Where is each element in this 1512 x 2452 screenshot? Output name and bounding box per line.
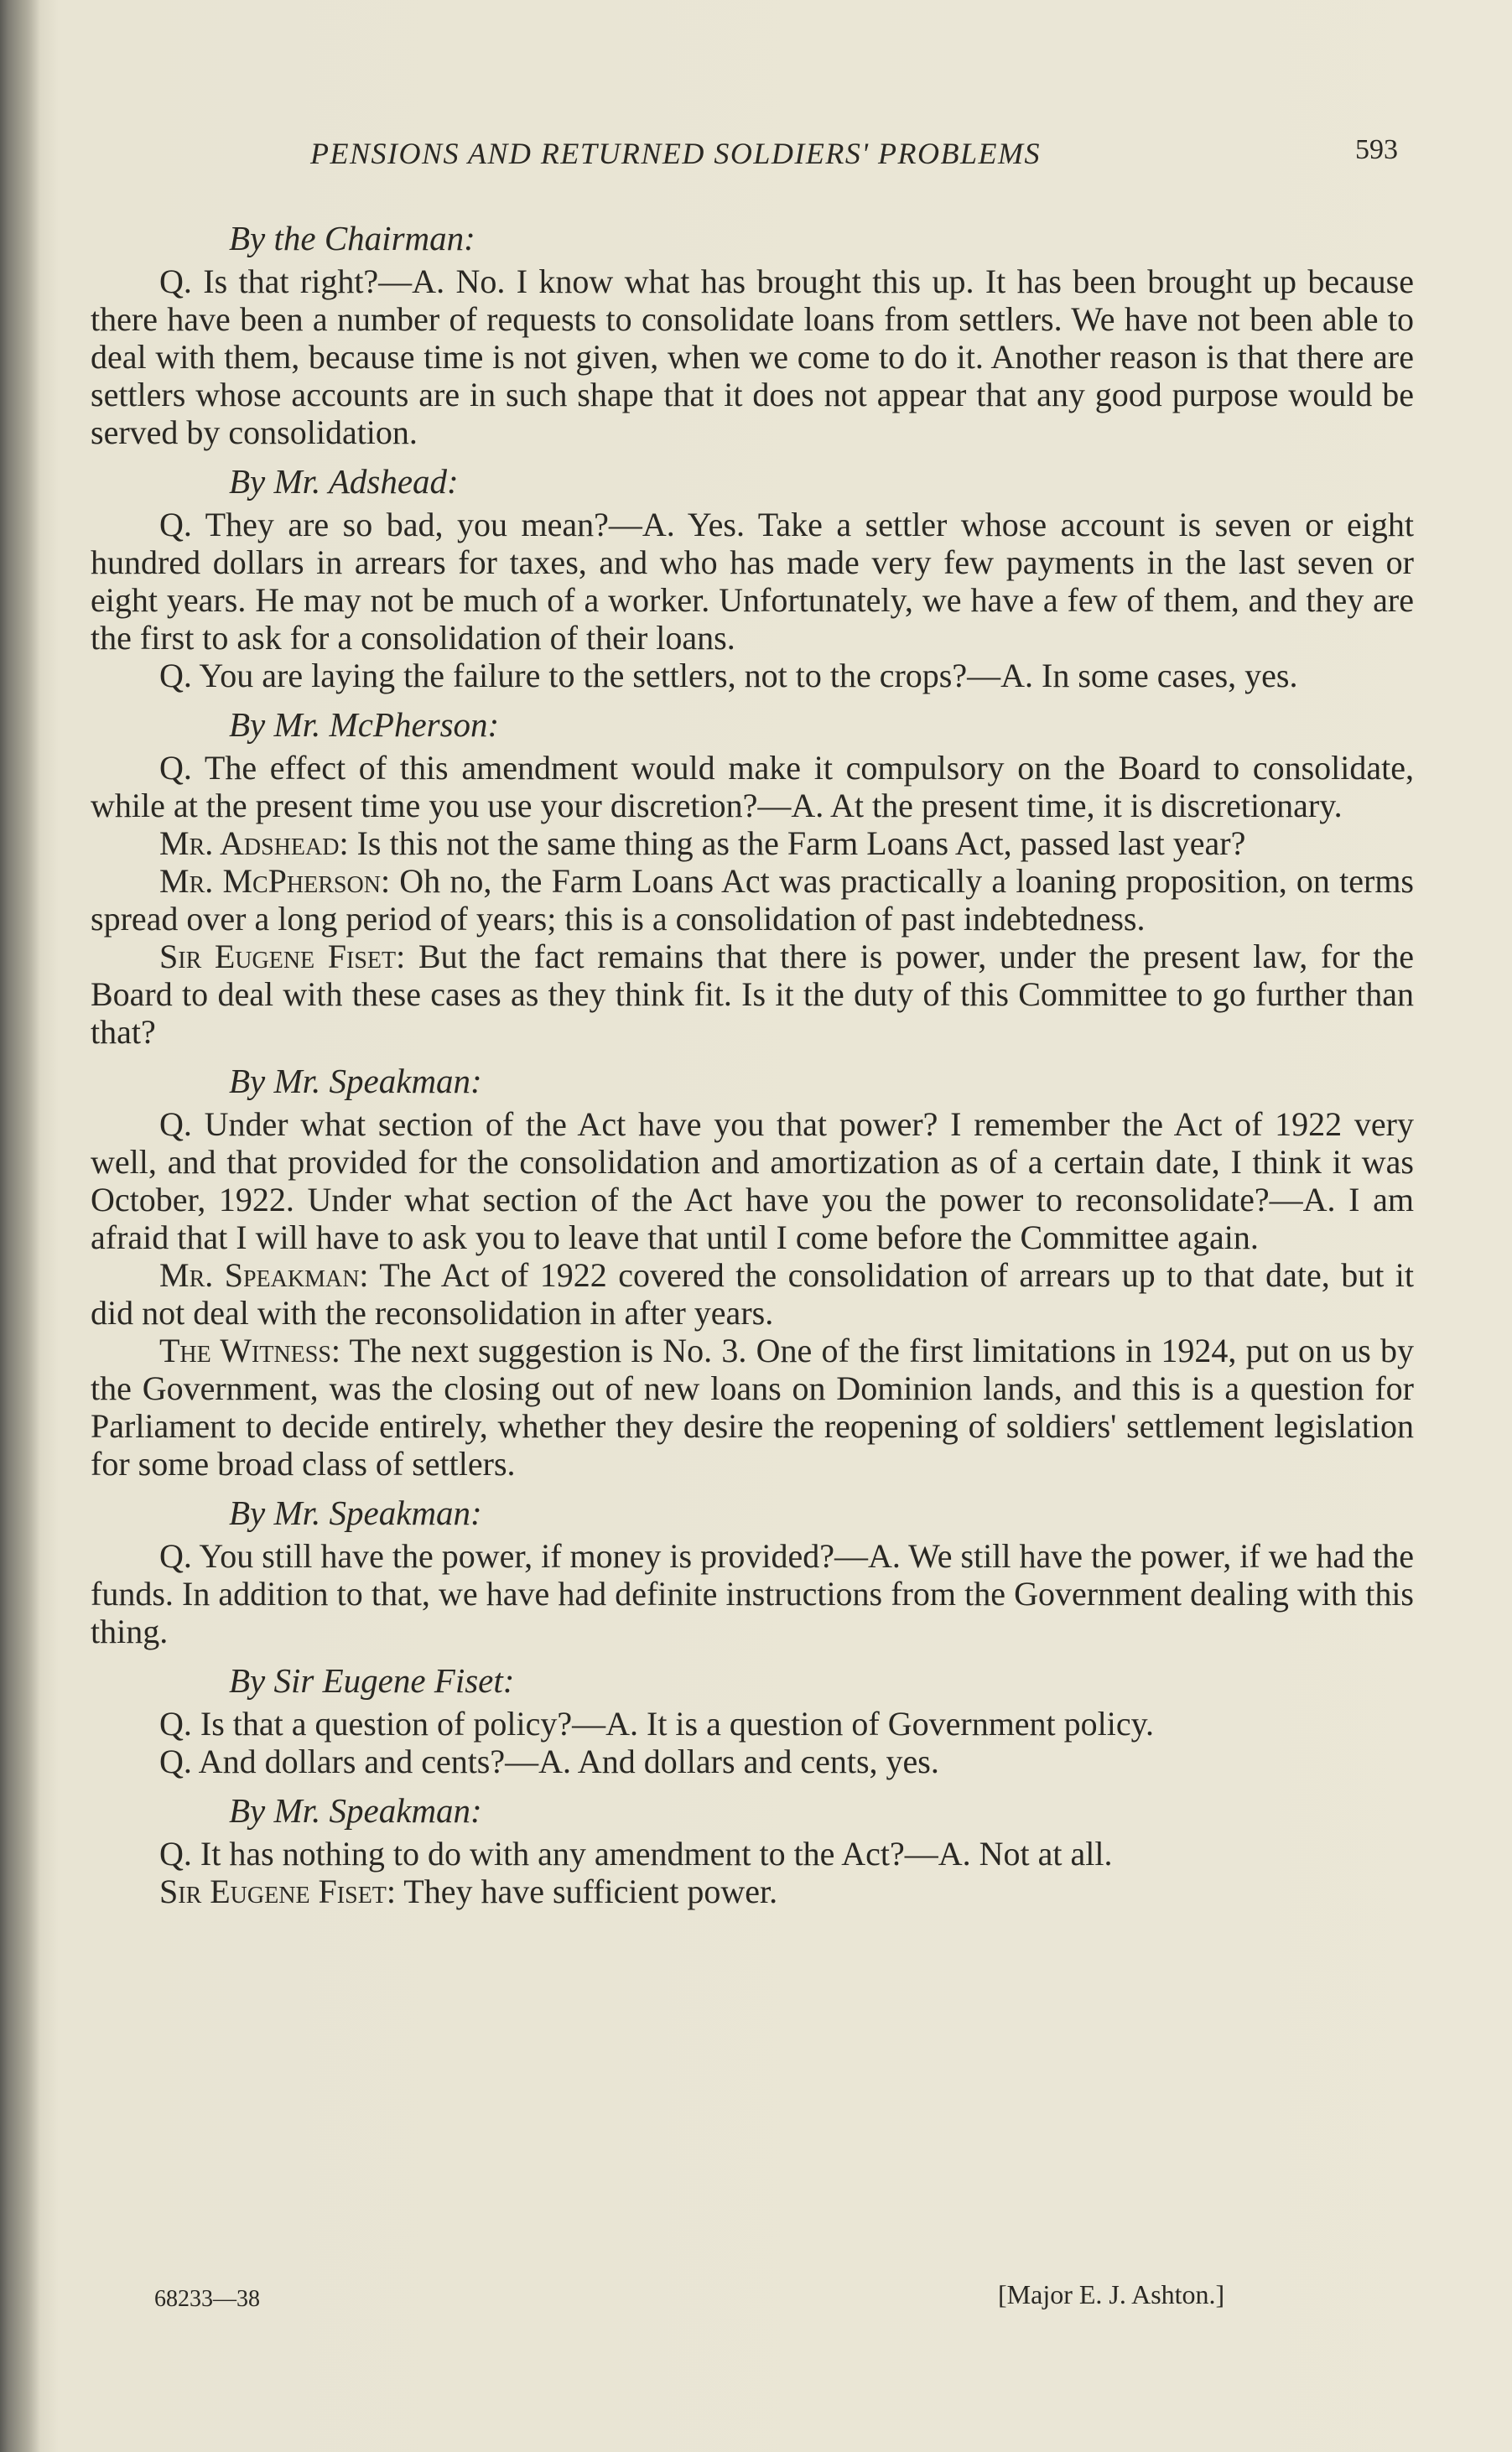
speaker-name: The Witness: <box>159 1332 341 1369</box>
paragraph-text: The next suggestion is No. 3. One of the first limitations in 1924, put on us by the Government, was the closing out of new loans on Dominion lands, and this is a question for Parliament to decide entirely, whether they desire the reopening of soldiers' settlement legislation for some broad class of settlers. <box>91 1332 1414 1483</box>
qa-paragraph <box>91 262 1414 451</box>
section-heading: By Mr. Adshead: <box>229 462 459 501</box>
paragraph-text: They have sufficient power. <box>403 1873 778 1910</box>
qa-paragraph <box>91 657 1414 694</box>
speaker-paragraph <box>91 1332 1414 1483</box>
speaker-paragraph <box>91 1256 1414 1332</box>
qa-paragraph <box>91 1835 1414 1873</box>
paragraph-text: Q. The effect of this amendment would make it compulsory on the Board to consolidate, while at the present time you use your discretion?—A. At the present time, it is discretionary. <box>91 749 1414 824</box>
qa-paragraph <box>91 1105 1414 1256</box>
paragraph-text: Q. They are so bad, you mean?—A. Yes. Take a settler whose account is seven or eight hundred dollars in arrears for taxes, and who has made very few payments in the last seven or eight years. He may not be much of a worker. Unfortunately, we have a few of them, and they are the first to ask for a consolidation of their loans. <box>91 506 1414 657</box>
paragraph-text: Q. It has nothing to do with any amendment to the Act?—A. Not at all. <box>159 1835 1113 1873</box>
paragraph-text: Q. You still have the power, if money is provided?—A. We still have the power, if we had the funds. In addition to that, we have had definite instructions from the Government dealing with this thing. <box>91 1537 1414 1650</box>
section-heading: By the Chairman: <box>229 219 475 257</box>
qa-paragraph <box>91 506 1414 657</box>
page-number: 593 <box>1355 134 1398 165</box>
speaker-paragraph <box>91 938 1414 1051</box>
speaker-name: Sir Eugene Fiset: <box>159 938 406 975</box>
document-body <box>91 208 1414 1910</box>
speaker-name: Mr. Speakman: <box>159 1256 369 1294</box>
section-heading: By Mr. Speakman: <box>229 1062 482 1100</box>
paragraph-text: Q. Under what section of the Act have you that power? I remember the Act of 1922 very well, and that provided for the consolidation and amortization as of a certain date, I think it was October, 1922. Under what section of the Act have you the power to reconsolidate?—A. I am afraid that I will have to ask you to leave that until I come before the Committee again. <box>91 1105 1414 1256</box>
section-heading: By Mr. Speakman: <box>229 1494 482 1532</box>
paragraph-text: But the fact remains that there is power, under the present law, for the Board to deal with these cases as they think fit. Is it the duty of this Committee to go further than that? <box>91 938 1415 1051</box>
speaker-name: Mr. McPherson: <box>159 862 391 900</box>
section-heading: By Mr. McPherson: <box>229 705 500 744</box>
paragraph-text: Q. Is that right?—A. No. I know what has brought this up. It has been brought up because there have been a number of requests to consolidate loans from settlers. We have not been able to deal with them, because time is not given, when we come to do it. Another reason is that there are settlers whose accounts are in such shape that it does not appear that any good purpose would be served by consolidation. <box>91 262 1414 451</box>
printer-signature: 68233—38 <box>154 2286 260 2312</box>
speaker-paragraph <box>91 824 1414 862</box>
qa-paragraph <box>91 1537 1414 1650</box>
running-header: PENSIONS AND RETURNED SOLDIERS' PROBLEMS <box>310 137 1041 170</box>
paragraph-text: Is this not the same thing as the Farm Loans Act, passed last year? <box>356 824 1246 862</box>
speaker-name: Mr. Adshead: <box>159 824 349 862</box>
qa-paragraph <box>91 749 1414 824</box>
witness-footer: [Major E. J. Ashton.] <box>998 2279 1225 2309</box>
book-spine-shadow <box>0 0 40 2452</box>
paragraph-text: Q. You are laying the failure to the settlers, not to the crops?—A. In some cases, yes. <box>159 657 1298 694</box>
section-heading: By Sir Eugene Fiset: <box>229 1661 515 1700</box>
paragraph-text: Oh no, the Farm Loans Act was practically a loaning proposition, on terms spread over a long period of years; this is a consolidation of past indebtedness. <box>91 862 1415 938</box>
paragraph-text: Q. Is that a question of policy?—A. It is a question of Government policy. <box>159 1705 1155 1743</box>
qa-paragraph <box>91 1743 1414 1780</box>
speaker-paragraph <box>91 862 1414 938</box>
paragraph-text: Q. And dollars and cents?—A. And dollars and cents, yes. <box>159 1743 939 1780</box>
qa-paragraph <box>91 1705 1414 1743</box>
speaker-name: Sir Eugene Fiset: <box>159 1873 397 1910</box>
paragraph-text: The Act of 1922 covered the consolidation of arrears up to that date, but it did not deal with the reconsolidation in after years. <box>91 1256 1414 1332</box>
section-heading: By Mr. Speakman: <box>229 1791 482 1830</box>
speaker-paragraph <box>91 1873 1414 1910</box>
